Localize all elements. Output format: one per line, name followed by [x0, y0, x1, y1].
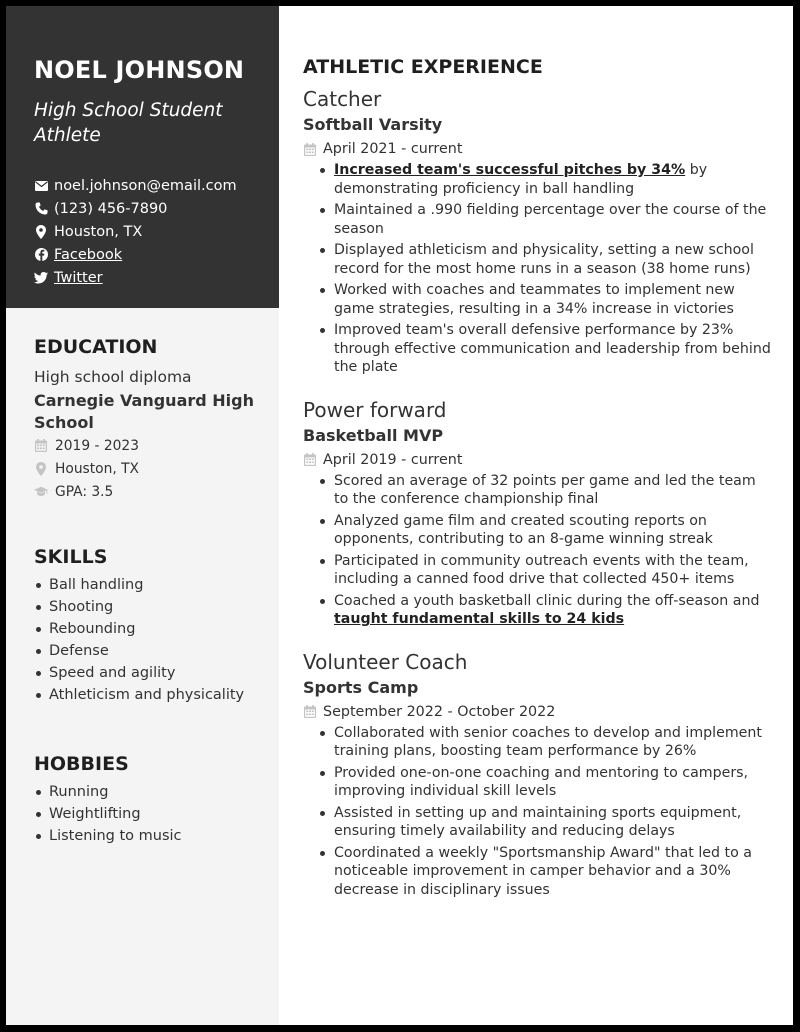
location-pin-icon: [34, 225, 48, 239]
job-organization: Sports Camp: [303, 677, 419, 697]
job-bullets: [303, 724, 773, 900]
contact-phone: [34, 197, 237, 220]
education-dates: [34, 434, 269, 457]
education-location-text: Houston, TX: [55, 460, 139, 477]
candidate-name: NOEL JOHNSON: [34, 56, 245, 84]
job-organization: Softball Varsity: [303, 115, 443, 134]
list-item: Worked with coaches and teammates to implement new game strategies, resulting in a 34% increase in victories: [303, 281, 773, 318]
job-bullets: [303, 472, 773, 629]
calendar-icon: [303, 453, 317, 467]
twitter-icon: [34, 271, 48, 285]
list-item: Analyzed game film and created scouting reports on opponents, contributing to an 8-game winning streak: [303, 512, 773, 549]
job-date: [303, 137, 773, 161]
twitter-link[interactable]: Twitter: [54, 269, 103, 286]
sidebar: [6, 6, 279, 1025]
job-date: [303, 700, 773, 724]
candidate-title: High School Student Athlete: [34, 100, 223, 146]
facebook-icon: [34, 248, 48, 262]
education-heading: EDUCATION: [34, 336, 158, 358]
list-item: Displayed athleticism and physicality, setting a new school record for the most home runs in a season (38 home runs): [303, 241, 773, 278]
list-item: Participated in community outreach events with the team, including a canned food drive that collected 450+ items: [303, 552, 773, 589]
list-item: Defense: [34, 640, 244, 662]
job-date-text: April 2019 - current: [323, 451, 463, 468]
profile-header: [6, 6, 279, 308]
job-date: [303, 448, 773, 472]
list-item: Improved team's overall defensive performance by 23% through effective communication and leadership from behind the plate: [303, 321, 773, 377]
job-bullets: [303, 161, 773, 377]
education-degree: High school diploma: [34, 368, 192, 386]
list-item: Speed and agility: [34, 662, 244, 684]
list-item: Athleticism and physicality: [34, 684, 244, 706]
skills-heading: SKILLS: [34, 546, 108, 568]
job-date-text: September 2022 - October 2022: [323, 703, 556, 720]
contact-twitter: [34, 266, 237, 289]
list-item: Provided one-on-one coaching and mentoring to campers, improving individual skill levels: [303, 764, 773, 801]
education-gpa: [34, 480, 269, 503]
skills-section: [34, 546, 244, 706]
phone-icon: [34, 202, 48, 216]
list-item: Increased team's successful pitches by 34% by demonstrating proficiency in ball handling: [303, 161, 773, 198]
location-pin-icon: [34, 462, 48, 476]
calendar-icon: [303, 142, 317, 156]
education-gpa-text: GPA: 3.5: [55, 483, 114, 500]
job-entry: [303, 86, 773, 377]
job-role: Power forward: [303, 397, 447, 422]
skills-list: [34, 574, 244, 706]
job-role: Volunteer Coach: [303, 649, 468, 674]
graduation-cap-icon: [34, 485, 48, 499]
list-item: Maintained a .990 fielding percentage over the course of the season: [303, 201, 773, 238]
contact-facebook: [34, 243, 237, 266]
job-organization: Basketball MVP: [303, 425, 444, 445]
hobbies-section: [34, 753, 182, 847]
phone-text: (123) 456-7890: [54, 200, 168, 217]
education-section: [34, 336, 269, 503]
list-item: Listening to music: [34, 825, 182, 847]
job-entry: [303, 649, 773, 900]
list-item: Rebounding: [34, 618, 244, 640]
calendar-icon: [34, 439, 48, 453]
list-item: Scored an average of 32 points per game and led the team to the conference championship final: [303, 472, 773, 509]
job-entry: [303, 397, 773, 629]
contact-location: [34, 220, 237, 243]
education-dates-text: 2019 - 2023: [55, 437, 139, 454]
contact-list: [34, 174, 237, 289]
location-text: Houston, TX: [54, 223, 143, 240]
education-school: Carnegie Vanguard High School: [34, 391, 254, 432]
calendar-icon: [303, 705, 317, 719]
facebook-link[interactable]: Facebook: [54, 246, 123, 263]
list-item: Running: [34, 781, 182, 803]
list-item: Collaborated with senior coaches to develop and implement training plans, boosting team performance by 26%: [303, 724, 773, 761]
list-item: Coached a youth basketball clinic during the off-season and taught fundamental skills to 24 kids: [303, 592, 773, 629]
list-item: Coordinated a weekly "Sportsmanship Award" that led to a noticeable improvement in camper behavior and a 30% decrease in disciplinary issues: [303, 844, 773, 900]
education-location: [34, 457, 269, 480]
list-item: Assisted in setting up and maintaining sports equipment, ensuring timely availability and reducing delays: [303, 804, 773, 841]
list-item: Shooting: [34, 596, 244, 618]
experience-heading: ATHLETIC EXPERIENCE: [303, 56, 543, 78]
email-text: noel.johnson@email.com: [54, 177, 237, 194]
hobbies-list: [34, 781, 182, 847]
list-item: Weightlifting: [34, 803, 182, 825]
job-date-text: April 2021 - current: [323, 141, 463, 157]
highlight-text: taught fundamental skills to 24 kids: [334, 611, 625, 627]
contact-email: [34, 174, 237, 197]
hobbies-heading: HOBBIES: [34, 753, 129, 775]
experience-section: [303, 56, 773, 919]
envelope-icon: [34, 179, 48, 193]
resume-page: [6, 6, 793, 1025]
list-item: Ball handling: [34, 574, 244, 596]
job-role: Catcher: [303, 87, 382, 111]
highlight-text: Increased team's successful pitches by 34%: [334, 162, 686, 178]
